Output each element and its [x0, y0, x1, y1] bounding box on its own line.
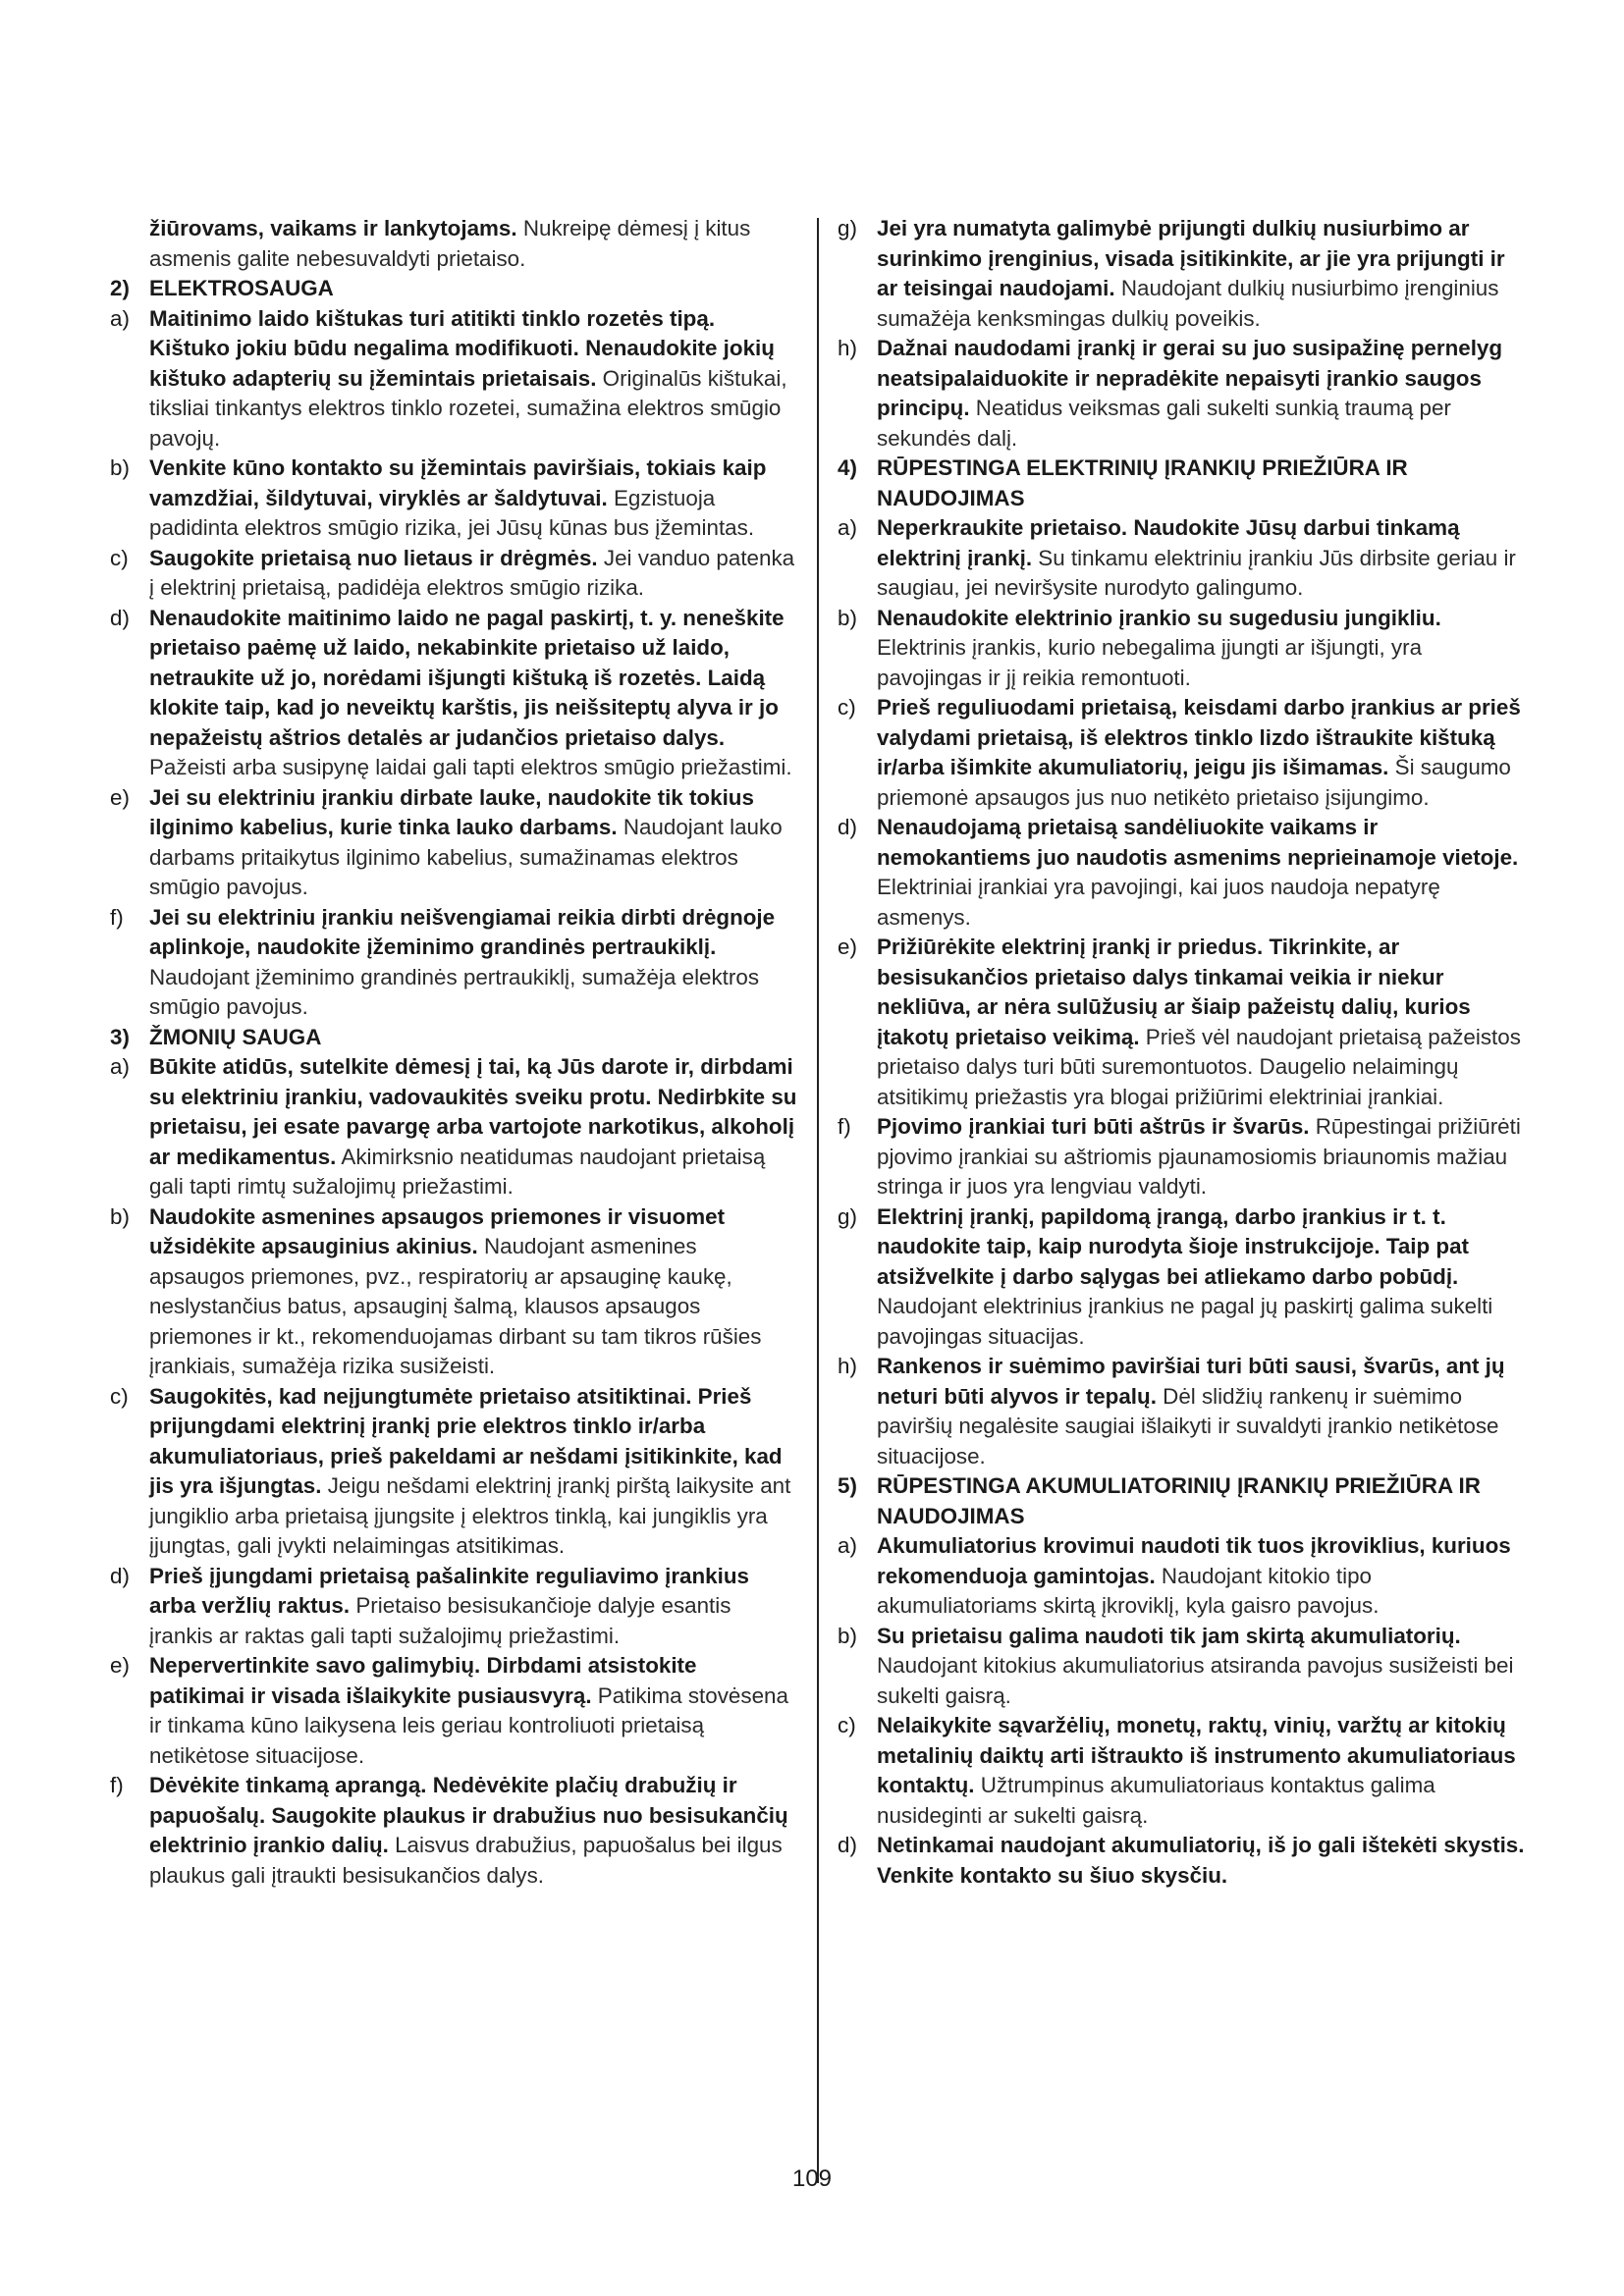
- item-body-text: Pažeisti arba susipynę laidai gali tapti elektros smūgio priežastimi.: [149, 755, 792, 779]
- item-label: b): [110, 455, 130, 480]
- item-body-text: Naudojant elektrinius įrankius ne pagal jų paskirtį galima sukelti pavojingas situacijas.: [877, 1294, 1493, 1349]
- list-item: [838, 334, 1525, 454]
- tool-care-list: [838, 513, 1525, 1471]
- item-bold-text: Netinkamai naudojant akumuliatorių, iš jo gali ištekėti skystis. Venkite kontakto su šiuo skysčiu.: [877, 1833, 1525, 1888]
- section-heading-electrical-safety: [110, 274, 797, 304]
- column-divider: [817, 218, 819, 2183]
- item-bold-text: Venkite kūno kontakto su įžemintais paviršiais, tokiais kaip vamzdžiai, šildytuvai, viryklės ar šaldytuvai.: [149, 455, 767, 510]
- item-bold-text: Nepervertinkite savo galimybių. Dirbdami atsistokite patikimai ir visada išlaikykite pusiausvyrą.: [149, 1653, 697, 1708]
- item-body-text: Užtrumpinus akumuliatoriaus kontaktus galima nusideginti ar sukelti gaisrą.: [877, 1773, 1435, 1828]
- item-bold-text: Maitinimo laido kištukas turi atitikti tinklo rozetės tipą. Kištuko jokiu būdu negalima modifikuoti. Nenaudokite jokių kištuko adapterių su įžemintais prietaisais.: [149, 305, 775, 391]
- personal-safety-list: [110, 1052, 797, 1891]
- section-number: 4): [838, 455, 857, 480]
- list-item: [838, 1202, 1525, 1353]
- item-body-text: Dėl slidžių rankenų ir suėmimo paviršių negalėsite saugiai išlaikyti ir suvaldyti įrankio netikėtose situacijose.: [877, 1383, 1499, 1468]
- item-bold-text: Nenaudojamą prietaisą sandėliuokite vaikams ir nemokantiems juo naudotis asmenims neprieinamoje vietoje.: [877, 815, 1519, 870]
- list-item: [110, 304, 797, 454]
- list-item: [110, 783, 797, 903]
- item-body-text: Nukreipę dėmesį į kitus asmenis galite nebesuvaldyti prietaiso.: [149, 216, 751, 271]
- item-body-text: Patikima stovėsena ir tinkama kūno laikysena leis geriau kontroliuoti prietaisą netikėtose situacijose.: [149, 1682, 788, 1768]
- item-body-text: Originalūs kištukai, tiksliai tinkantys elektros tinklo rozetei, sumažina elektros smūgio pavojų.: [149, 365, 787, 451]
- item-body-text: Neatidus veiksmas gali sukelti sunkią traumą per sekundės dalį.: [877, 396, 1451, 451]
- item-body-text: Laisvus drabužius, papuošalus bei ilgus plaukus gali įtraukti besisukančios dalys.: [149, 1833, 783, 1888]
- item-body-text: Jei vanduo patenka į elektrinį prietaisą, padidėja elektros smūgio rizika.: [149, 545, 795, 600]
- item-label: f): [838, 1114, 851, 1139]
- item-body-text: Naudojant asmenines apsaugos priemones, pvz., respiratorių ar apsauginę kaukę, neslystančius batus, apsauginį šalmą, klausos apsaugos priemones ir kt., rekomenduojamas dirbant su tam tikros rūšies įrankiais, sumažėja rizika susižeisti.: [149, 1234, 762, 1378]
- continued-paragraph: [110, 214, 797, 274]
- item-label: d): [110, 1563, 130, 1588]
- item-body-text: Prieš vėl naudojant prietaisą pažeistos prietaiso dalys turi būti suremontuotos. Daugelio nelaimingų atsitikimų priežastis yra blogai prižiūrimi elektriniai įrankiai.: [877, 1024, 1521, 1109]
- item-body-text: Ši saugumo priemonė apsaugos jus nuo netikėto prietaiso įsijungimo.: [877, 755, 1511, 810]
- personal-safety-list-continued: [838, 214, 1525, 454]
- item-bold-text: Dažnai naudodami įrankį ir gerai su juo susipažinę pernelyg neatsipalaiduokite ir nepradėkite nepaisyti įrankio saugos principų.: [877, 336, 1503, 420]
- item-bold-text: Būkite atidūs, sutelkite dėmesį į tai, ką Jūs darote ir, dirbdami su elektriniu įrankiu, vadovaukitės sveiku protu. Nedirbkite su prietaisu, jei esate pavargę arba vartojote narkotikus, alkoholį ar medikamentus.: [149, 1054, 797, 1169]
- item-label: c): [110, 545, 129, 570]
- list-item: [838, 1622, 1525, 1712]
- item-bold-text: Saugokite prietaisą nuo lietaus ir drėgmės.: [149, 545, 598, 570]
- item-label: e): [838, 934, 857, 959]
- list-item: [110, 903, 797, 1023]
- item-label: e): [110, 784, 130, 810]
- section-title: RŪPESTINGA AKUMULIATORINIŲ ĮRANKIŲ PRIEŽIŪRA IR NAUDOJIMAS: [877, 1473, 1481, 1528]
- list-item: [838, 1112, 1525, 1202]
- list-item: [838, 214, 1525, 334]
- item-body-text: Naudojant lauko darbams pritaikytus ilginimo kabelius, sumažinamas elektros smūgio pavojus.: [149, 815, 783, 899]
- list-item: [110, 1202, 797, 1382]
- item-label: a): [838, 1533, 857, 1558]
- item-bold-text: Prižiūrėkite elektrinį įrankį ir priedus. Tikrinkite, ar besisukančios prietaiso dalys tinkamai veikia ir niekur nekliūva, ar nėra sulūžusių ar šiaip pažeistų dalių, kurios įtakotų prietaiso veikimą.: [877, 934, 1471, 1049]
- item-bold-text: Nelaikykite sąvaržėlių, monetų, raktų, vinių, varžtų ar kitokių metalinių daiktų arti ištraukto iš instrumento akumuliatoriaus kontaktų.: [877, 1713, 1516, 1797]
- item-bold-text: Naudokite asmenines apsaugos priemones ir visuomet užsidėkite apsauginius akinius.: [149, 1203, 726, 1258]
- item-label: g): [838, 216, 857, 240]
- item-label: e): [110, 1653, 130, 1678]
- item-body-text: Elektrinis įrankis, kurio nebegalima įjungti ar išjungti, yra pavojingas ir jį reikia remontuoti.: [877, 635, 1423, 690]
- item-label: c): [838, 1713, 856, 1737]
- section-heading-personal-safety: [110, 1023, 797, 1053]
- item-body-text: Akimirksnio neatidumas naudojant prietaisą gali tapti rimtų sužalojimų priežastimi.: [149, 1144, 766, 1199]
- list-item: [838, 513, 1525, 604]
- item-label: h): [838, 1354, 857, 1378]
- item-label: c): [838, 695, 856, 720]
- item-bold-text: Akumuliatorius krovimui naudoti tik tuos įkroviklius, kuriuos rekomenduoja gamintojas.: [877, 1533, 1511, 1588]
- item-bold-text: Rankenos ir suėmimo paviršiai turi būti sausi, švarūs, ant jų neturi būti alyvos ir tepalų.: [877, 1354, 1505, 1409]
- list-item: [838, 813, 1525, 933]
- item-label: b): [838, 605, 857, 630]
- item-body-text: Naudojant dulkių nusiurbimo įrenginius sumažėja kenksmingas dulkių poveikis.: [877, 276, 1499, 331]
- item-body-text: Prietaiso besisukančioje dalyje esantis įrankis ar raktas gali tapti sužalojimų priežastimi.: [149, 1593, 731, 1648]
- item-bold-text: Nenaudokite elektrinio įrankio su sugedusiu jungikliu.: [877, 605, 1441, 630]
- list-item: [110, 1651, 797, 1771]
- section-number: 2): [110, 276, 130, 300]
- page-number: 109: [791, 2165, 833, 2192]
- item-bold-text: Prieš įjungdami prietaisą pašalinkite reguliavimo įrankius arba veržlių raktus.: [149, 1563, 749, 1618]
- list-item: [110, 1562, 797, 1652]
- item-label: a): [110, 305, 130, 331]
- item-bold-text: Nenaudokite maitinimo laido ne pagal paskirtį, t. y. neneškite prietaiso paėmę už laido, nekabinkite prietaiso už laido, netraukite už jo, norėdami išjungti kištuką iš rozetės. Laidą klokite taip, kad jo neveiktų karštis, jis neišsiteptų alyva ir jo nepažeistų aštrios detalės ar judančios prietaiso dalys.: [149, 605, 785, 750]
- section-number: 3): [110, 1024, 130, 1049]
- section-title: ELEKTROSAUGA: [149, 276, 334, 300]
- section-number: 5): [838, 1473, 857, 1498]
- electrical-safety-list: [110, 304, 797, 1023]
- item-body-text: Naudojant įžeminimo grandinės pertraukiklį, sumažėja elektros smūgio pavojus.: [149, 964, 760, 1019]
- list-item: [838, 1352, 1525, 1471]
- item-label: d): [110, 605, 130, 630]
- item-label: d): [838, 815, 857, 839]
- left-column: [110, 214, 797, 1891]
- item-bold-text: Neperkraukite prietaiso. Naudokite Jūsų darbui tinkamą elektrinį įrankį.: [877, 515, 1460, 570]
- item-body-text: Naudojant kitokio tipo akumuliatoriams skirtą įkroviklį, kyla gaisro pavojus.: [877, 1563, 1380, 1618]
- list-item: [838, 693, 1525, 813]
- item-body-text: Rūpestingai prižiūrėti pjovimo įrankiai su aštriomis pjaunamosiomis briaunomis mažiau stringa ir juos yra lengviau valdyti.: [877, 1114, 1521, 1199]
- item-label: b): [838, 1623, 857, 1648]
- item-bold-text: Elektrinį įrankį, papildomą įrangą, darbo įrankius ir t. t. naudokite taip, kaip nurodyta šioje instrukcijoje. Taip pat atsižvelkite į darbo sąlygas bei atliekamo darbo pobūdį.: [877, 1203, 1469, 1289]
- right-column: [838, 214, 1525, 1891]
- item-bold-text: Su prietaisu galima naudoti tik jam skirtą akumuliatorių.: [877, 1623, 1461, 1648]
- item-label: h): [838, 336, 857, 360]
- item-label: f): [110, 904, 124, 930]
- list-item: [110, 454, 797, 544]
- section-title: RŪPESTINGA ELEKTRINIŲ ĮRANKIŲ PRIEŽIŪRA IR NAUDOJIMAS: [877, 455, 1408, 510]
- section-heading-tool-care: [838, 454, 1525, 513]
- item-bold-text: Pjovimo įrankiai turi būti aštrūs ir švarūs.: [877, 1114, 1310, 1139]
- item-body-text: Elektriniai įrankiai yra pavojingi, kai juos naudoja nepatyrę asmenys.: [877, 875, 1440, 930]
- list-item: [838, 933, 1525, 1112]
- battery-care-list: [838, 1531, 1525, 1891]
- item-label: b): [110, 1203, 130, 1229]
- list-item: [838, 604, 1525, 694]
- list-item: [110, 1382, 797, 1562]
- item-bold-text: Jei su elektriniu įrankiu neišvengiamai reikia dirbti drėgnoje aplinkoje, naudokite įžeminimo grandinės pertraukiklį.: [149, 904, 776, 959]
- item-bold-text: Saugokitės, kad neįjungtumėte prietaiso atsitiktinai. Prieš prijungdami elektrinį įrankį prie elektros tinklo ir/arba akumuliatoriaus, prieš pakeldami ar nešdami įsitikinkite, kad jis yra išjungtas.: [149, 1383, 783, 1498]
- section-heading-battery-care: [838, 1471, 1525, 1531]
- item-bold-text: Jei su elektriniu įrankiu dirbate lauke, naudokite tik tokius ilginimo kabelius, kurie tinka lauko darbams.: [149, 784, 754, 839]
- item-label: d): [838, 1833, 857, 1857]
- section-title: ŽMONIŲ SAUGA: [149, 1024, 322, 1049]
- list-item: [110, 604, 797, 783]
- list-item: [110, 1771, 797, 1891]
- item-bold-text: Jei yra numatyta galimybė prijungti dulkių nusiurbimo ar surinkimo įrenginius, visada įsitikinkite, ar jie yra prijungti ir ar teisingai naudojami.: [877, 216, 1505, 300]
- item-label: f): [110, 1773, 124, 1797]
- list-item: [110, 544, 797, 604]
- item-body-text: Su tinkamu elektriniu įrankiu Jūs dirbsite geriau ir saugiau, jei neviršysite nurodyto galingumo.: [877, 545, 1516, 600]
- list-item: [838, 1531, 1525, 1622]
- item-label: a): [110, 1054, 130, 1079]
- item-label: c): [110, 1383, 129, 1409]
- list-item: [110, 1052, 797, 1202]
- list-item: [838, 1711, 1525, 1831]
- item-label: a): [838, 515, 857, 540]
- item-body-text: Jeigu nešdami elektrinį įrankį pirštą laikysite ant jungiklio arba prietaisą įjungsite į elektros tinklą, kai jungiklis yra įjungtas, gali įvykti nelaimingas atsitikimas.: [149, 1473, 791, 1558]
- item-body-text: Naudojant kitokius akumuliatorius atsiranda pavojus susižeisti bei sukelti gaisrą.: [877, 1653, 1514, 1708]
- item-bold-text: Prieš reguliuodami prietaisą, keisdami darbo įrankius ar prieš valydami prietaisą, iš elektros tinklo lizdo ištraukite kištuką ir/arba išimkite akumuliatorių, jeigu jis išimamas.: [877, 695, 1521, 779]
- item-bold-text: žiūrovams, vaikams ir lankytojams.: [149, 216, 517, 240]
- item-body-text: Egzistuoja padidinta elektros smūgio rizika, jei Jūsų kūnas bus įžemintas.: [149, 485, 755, 540]
- list-item: [838, 1831, 1525, 1891]
- item-bold-text: Dėvėkite tinkamą aprangą. Nedėvėkite plačių drabužių ir papuošalų. Saugokite plaukus ir drabužius nuo besisukančių elektrinio įrankio dalių.: [149, 1773, 788, 1857]
- item-label: g): [838, 1203, 857, 1229]
